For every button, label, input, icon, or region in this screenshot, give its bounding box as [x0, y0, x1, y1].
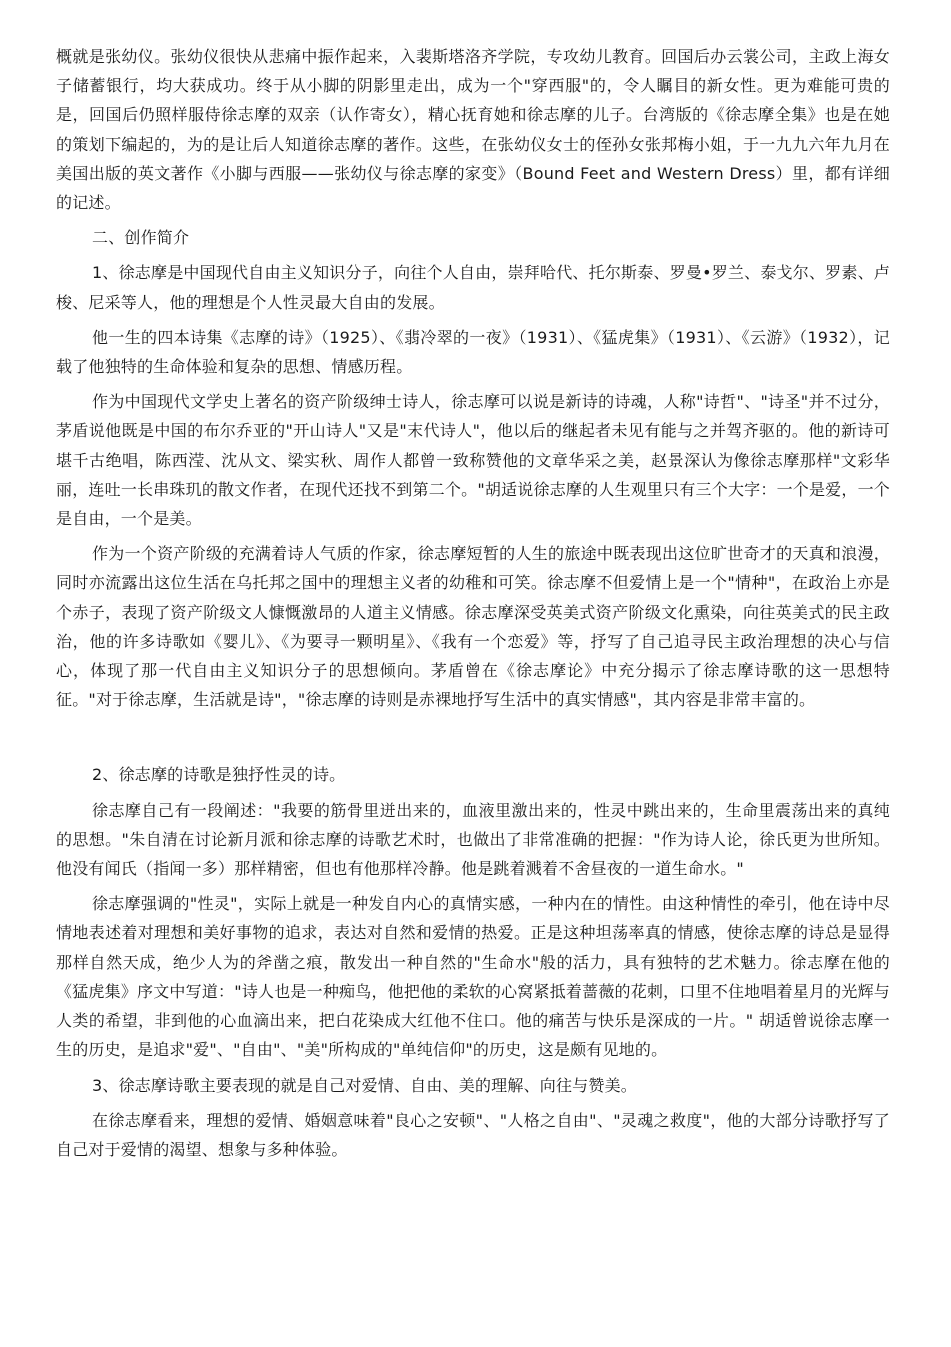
paragraph-zhang-youyi: 概就是张幼仪。张幼仪很快从悲痛中振作起来，入裴斯塔洛齐学院，专攻幼儿教育。回国后办云裳公司，主政上海女子储蓄银行，均大获成功。终于从小脚的阴影里走出，成为一个"穿西服"的，令人瞩目的新女性。更为难能可贵的是，回国后仍照样服侍徐志摩的双亲（认作寄女），精心抚育她和徐志摩的儿子。台湾版的《徐志摩全集》也是在她的策划下编起的，为的是让后人知道徐志摩的著作。这些，在张幼仪女士的侄孙女张邦梅小姐，于一九九六年九月在美国出版的英文著作《小脚与西服——张幼仪与徐志摩的家变》（Bound Feet and Western Dress）里，都有详细的记述。: [56, 47, 890, 213]
section-heading-creation-intro: 二、创作简介: [92, 228, 190, 248]
paragraph-bourgeois-writer: 作为一个资产阶级的充满着诗人气质的作家，徐志摩短暂的人生的旅途中既表现出这位旷世奇才的天真和浪漫，同时亦流露出这位生活在乌托邦之国中的理想主义者的幼稚和可笑。徐志摩不但爱情上是一个"情种"，在政治上亦是个赤子，表现了资产阶级文人慷慨激昂的人道主义情感。徐志摩深受英美式资产阶级文化熏染，向往英美式的民主政治，他的许多诗歌如《婴儿》、《为要寻一颗明星》、《我有一个恋爱》等，抒写了自己追寻民主政治理想的决心与信心，体现了那一代自由主义知识分子的思想倾向。茅盾曾在《徐志摩论》中充分揭示了徐志摩诗歌的这一思想特征。"对于徐志摩，生活就是诗"，"徐志摩的诗则是赤裸地抒写生活中的真实情感"，其内容是非常丰富的。: [56, 544, 890, 710]
paragraph-point-1: 1、徐志摩是中国现代自由主义知识分子，向往个人自由，崇拜哈代、托尔斯泰、罗曼•罗兰、泰戈尔、罗素、卢梭、尼采等人，他的理想是个人性灵最大自由的发展。: [56, 263, 890, 312]
paragraph-poet-soul: 作为中国现代文学史上著名的资产阶级绅士诗人，徐志摩可以说是新诗的诗魂，人称"诗哲"、"诗圣"并不过分，茅盾说他既是中国的布尔乔亚的"开山诗人"又是"末代诗人"，他以后的继起者未见有能与之并驾齐驱的。他的新诗可堪千古绝唱，陈西滢、沈从文、梁实秋、周作人都曾一致称赞他的文章华采之美，赵景深认为像徐志摩那样"文彩华丽，连吐一长串珠玑的散文作者，在现代还找不到第二个。"胡适说徐志摩的人生观里只有三个大字：一个是爱，一个是自由，一个是美。: [56, 392, 890, 529]
paragraph-gap: [56, 720, 890, 760]
paragraph-point-3: 3、徐志摩诗歌主要表现的就是自己对爱情、自由、美的理解、向往与赞美。: [92, 1075, 637, 1095]
paragraph-self-statement: 徐志摩自己有一段阐述："我要的筋骨里迸出来的，血液里激出来的，性灵中跳出来的，生命里震荡出来的真纯的思想。"朱自清在讨论新月派和徐志摩的诗歌艺术时，也做出了非常准确的把握："作为诗人论，徐氏更为世所知。他没有闻氏（指闻一多）那样精密，但也有他那样冷静。他是跳着溅着不舍昼夜的一道生命水。": [56, 800, 890, 879]
paragraph-poetry-collections: 他一生的四本诗集《志摩的诗》（1925）、《翡冷翠的一夜》（1931）、《猛虎集》（1931）、《云游》（1932），记载了他独特的生命体验和复杂的思想、情感历程。: [56, 327, 890, 377]
document-page: [56, 42, 890, 1170]
paragraph-xingling: 徐志摩强调的"性灵"，实际上就是一种发自内心的真情实感，一种内在的情性。由这种情性的牵引，他在诗中尽情地表述着对理想和美好事物的追求，表达对自然和爱情的热爱。正是这种坦荡率真的情感，使徐志摩的诗总是显得那样自然天成，绝少人为的斧凿之痕，散发出一种自然的"生命水"般的活力，具有独特的艺术魅力。徐志摩在他的《猛虎集》序文中写道："诗人也是一种痴鸟，他把他的柔软的心窝紧抵着蔷薇的花刺，口里不住地唱着星月的光辉与人类的希望，非到他的心血滴出来，把白花染成大红他不住口。他的痛苦与快乐是深成的一片。" 胡适曾说徐志摩一生的历史，是追求"爱"、"自由"、"美"所构成的"单纯信仰"的历史，这是颇有见地的。: [56, 894, 890, 1060]
paragraph-love-ideal: 在徐志摩看来，理想的爱情、婚姻意味着"良心之安顿"、"人格之自由"、"灵魂之救度"，他的大部分诗歌抒写了自己对于爱情的渴望、想象与多种体验。: [56, 1110, 890, 1159]
paragraph-point-2: 2、徐志摩的诗歌是独抒性灵的诗。: [92, 765, 346, 785]
